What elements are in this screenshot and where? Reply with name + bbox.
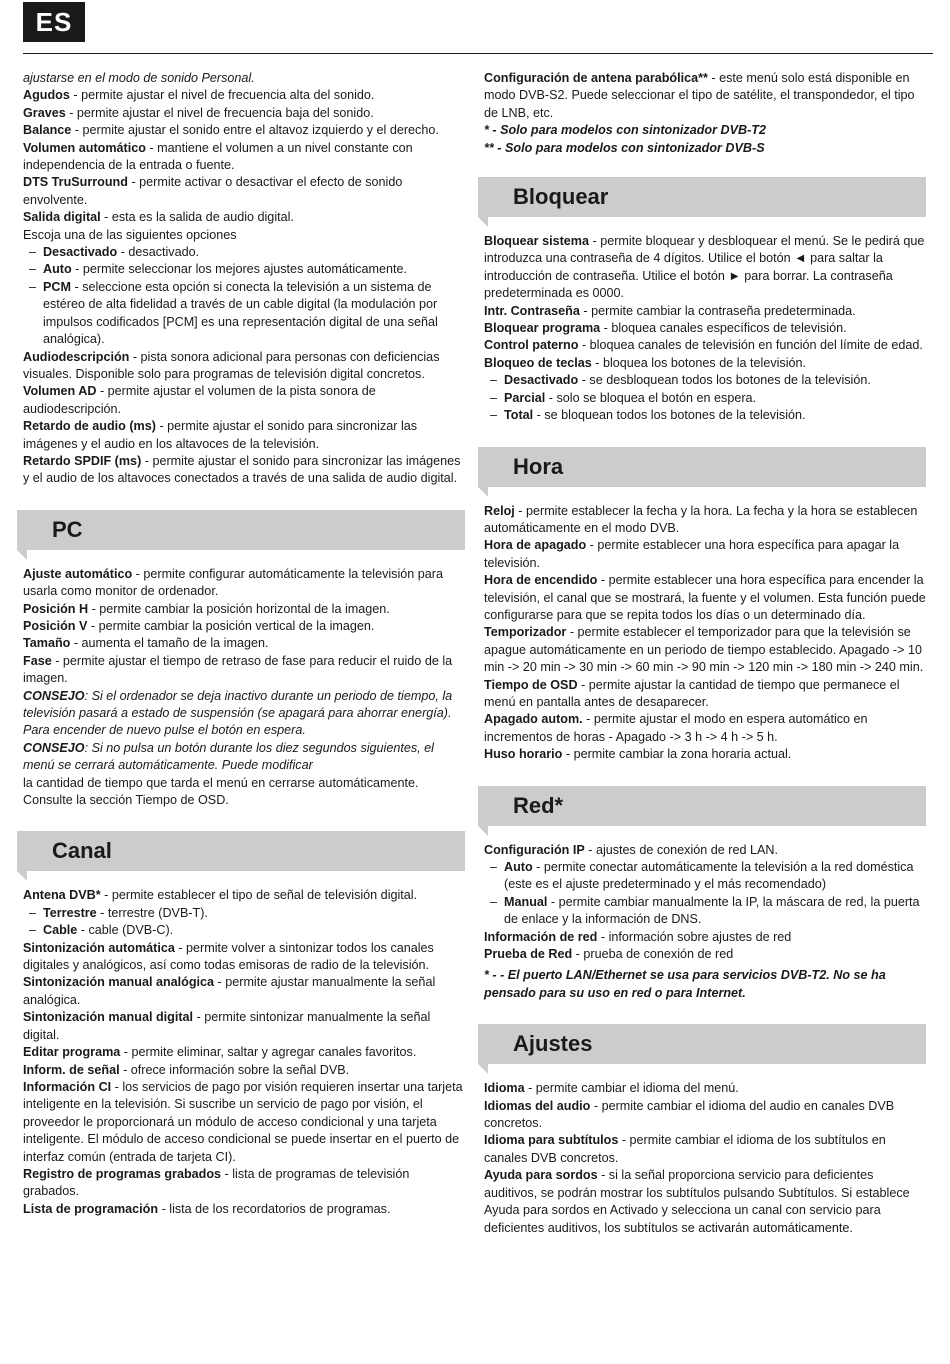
term: Apagado autom. [484, 712, 583, 727]
term: Antena DVB* [23, 888, 101, 903]
section-pc [17, 510, 465, 550]
desc: - permite ajustar el nivel de frecuencia baja del sonido. [65, 105, 374, 120]
desc: - permite cambiar la zona horaria actual. [562, 747, 792, 762]
desc: ajustarse en el modo de sonido Personal. [23, 71, 255, 85]
term: Auto [43, 262, 72, 277]
term: DTS TruSurround [23, 175, 128, 190]
desc: - información sobre ajustes de red [597, 929, 792, 944]
option-item [23, 244, 467, 261]
desc: - permite eliminar, saltar y agregar canales favoritos. [120, 1045, 417, 1060]
term: Volumen automático [23, 140, 146, 155]
term: Hora de encendido [484, 573, 598, 588]
desc: - permite ajustar el tiempo de retraso de fase para reducir el ruido de la imagen. [23, 653, 453, 686]
entry [23, 140, 467, 175]
term: Desactivado [504, 373, 579, 388]
desc: - permite establecer el tipo de señal de televisión digital. [100, 888, 418, 903]
entry [23, 70, 467, 87]
note-text: * - Solo para modelos con sintonizador DVB-T2 [484, 123, 766, 138]
desc: - este menú solo está disponible en modo DVB-S2. Puede seleccionar el tipo de satélite, el transpondedor, el tipo de LNB, etc. [484, 71, 915, 120]
section-title: Red* [513, 792, 564, 818]
tip-text: : Si no pulsa un botón durante los diez segundos siguientes, el menú se cerrará automáticamente. Puede modificar [23, 740, 434, 773]
term: Volumen AD [23, 384, 97, 399]
desc: - permite ajustar manualmente la señal analógica. [23, 975, 436, 1007]
term: Lista de programación [23, 1201, 159, 1216]
entry [23, 1079, 467, 1166]
entry [484, 337, 928, 354]
section-title: PC [52, 516, 83, 542]
term: Reloj [484, 503, 515, 518]
entry [484, 355, 928, 372]
term: Auto [504, 860, 533, 874]
desc: - permite cambiar la posición vertical de la imagen. [87, 618, 375, 633]
net-ip [484, 842, 928, 859]
term: Ayuda para sordos [484, 1168, 598, 1183]
desc: - terrestre (DVB-T). [96, 905, 208, 920]
option-item [484, 390, 928, 407]
option-item [23, 261, 467, 278]
desc: - los servicios de pago por visión requieren insertar una tarjeta inteligente en la televisión. Si suscribe un servicio de pago por visión, el proveedor le proporcionará un módulo de acceso condicional y una tarjeta inteligente. El módulo de acceso condicional se puede insertar en el puerto de interfaz común (entrada de tarjeta CI). [23, 1079, 463, 1164]
desc: - solo se bloquea el botón en espera. [545, 390, 757, 405]
desc: - permite cambiar el idioma del menú. [524, 1081, 739, 1096]
audio-block-2 [23, 349, 467, 488]
desc: - bloquea canales específicos de televisión. [600, 321, 847, 336]
desc: - permite establecer la fecha y la hora. La fecha y la hora se establecen automáticamente en el modo DVB. [484, 503, 918, 535]
desc: - ajustes de conexión de red LAN. [584, 842, 778, 857]
entry [23, 209, 467, 226]
entry [484, 1098, 928, 1133]
entry [484, 320, 928, 337]
desc: - lista de los recordatorios de programas. [158, 1201, 391, 1216]
desc: - permite ajustar el nivel de frecuencia alta del sonido. [69, 88, 375, 103]
satellite-config [484, 70, 928, 122]
desc: - permite ajustar el sonido para sincronizar las imágenes y el audio en los altavoces de la televisión. [23, 419, 418, 451]
entry [23, 105, 467, 122]
desc: - permite ajustar el sonido entre el altavoz izquierdo y el derecho. [71, 123, 439, 138]
entry [484, 746, 928, 763]
entry [484, 1132, 928, 1167]
desc: - permite ajustar el sonido para sincronizar las imágenes y el audio de los altavoces conectados a través de una salida de audio digital. [23, 453, 461, 486]
term: Inform. de señal [23, 1062, 120, 1077]
desc: - aumenta el tamaño de la imagen. [70, 636, 269, 651]
dash-bullet: – [490, 894, 498, 909]
desc: - bloquea los botones de la televisión. [591, 355, 807, 370]
term: Fase [23, 653, 52, 668]
desc: - prueba de conexión de red [572, 947, 734, 962]
entry [23, 1201, 467, 1218]
desc: - permite establecer el temporizador para que la televisión se apague automáticamente en un periodo de tiempo establecido. Apagado -> 10 min -> 20 min -> 30 min -> 60 min -> 90 min -> 120 min -> 180 min -> 240 min. [484, 625, 924, 675]
time-block [484, 503, 928, 764]
term: Posición H [23, 601, 89, 616]
desc: - permite bloquear y desbloquear el menú. Se le pedirá que introduzca una contraseña de 4 dígitos. Utilice el botón ◄ para saltar la introducción de contraseña. Utilice el botón ► para borrar. La contraseña predeterminada es 0000. [484, 234, 925, 301]
entry [484, 711, 928, 746]
term: Agudos [23, 88, 70, 103]
pc-block [23, 566, 467, 688]
tip-2 [23, 740, 467, 775]
dash-bullet: – [29, 262, 37, 277]
entry [484, 503, 928, 538]
option-item [23, 279, 467, 349]
term: Bloqueo de teclas [484, 355, 592, 370]
term: Retardo de audio (ms) [23, 419, 156, 434]
note-dvbt2 [484, 122, 928, 139]
section-bloquear [478, 177, 926, 217]
desc: - desactivado. [117, 245, 200, 260]
desc: - se desbloquean todos los botones de la televisión. [578, 373, 871, 388]
desc: - si la señal proporciona servicio para deficientes auditivos, se podrán mostrar los subtítulos pulsando Subtítulos. Si establece Ayuda para sordos en Activado y selecciona un canal con servicio para deficientes auditivos, los subtítulos se activarán automáticamente. [484, 1168, 910, 1235]
desc: - permite ajustar el volumen de la pista sonora de audiodescripción. [23, 384, 376, 416]
canal-block [23, 940, 467, 1219]
desc: - se bloquean todos los botones de la televisión. [533, 408, 806, 423]
desc: - permite establecer una hora específica para encender la televisión, el canal que se mostrará, la fuente y el volumen. Esta función puede configurarse para que se repita todos los días o un determinado día. [484, 573, 926, 622]
section-title: Bloquear [513, 184, 609, 210]
section-hora [478, 447, 926, 487]
term: Parcial [504, 390, 546, 405]
term: Tamaño [23, 636, 71, 651]
term: Tiempo de OSD [484, 677, 578, 692]
term: Editar programa [23, 1045, 121, 1060]
dash-bullet: – [490, 860, 498, 874]
dash-bullet: – [490, 390, 498, 405]
entry [23, 174, 467, 209]
section-title: Ajustes [513, 1031, 593, 1057]
term: Huso horario [484, 747, 563, 762]
right-column [484, 70, 928, 1237]
entry [484, 303, 928, 320]
section-title: Hora [513, 453, 564, 479]
entry [23, 635, 467, 652]
entry [23, 974, 467, 1009]
term: Audiodescripción [23, 349, 130, 364]
term: Prueba de Red [484, 947, 573, 962]
entry [23, 122, 467, 139]
desc: - permite seleccionar los mejores ajustes automáticamente. [71, 262, 407, 277]
term: Retardo SPDIF (ms) [23, 453, 142, 468]
dash-bullet: – [490, 373, 498, 388]
term: Salida digital [23, 210, 101, 225]
entry [484, 572, 928, 624]
tip-2-rest: la cantidad de tiempo que tarda el menú en cerrarse automáticamente. Consulte la sección Tiempo de OSD. [23, 775, 419, 808]
desc: - permite volver a sintonizar todos los canales digitales y analógicos, así como todas emisoras de radio de la televisión. [23, 940, 434, 973]
term: Posición V [23, 618, 88, 633]
net-options [484, 859, 928, 929]
note-text: ** - Solo para modelos con sintonizador DVB-S [484, 140, 765, 155]
entry [484, 677, 928, 712]
option-item [484, 859, 928, 894]
term: Cable [43, 923, 78, 938]
lock-options [484, 372, 928, 424]
left-column [23, 70, 467, 1218]
entry [23, 383, 467, 418]
term: Información de red [484, 929, 598, 944]
desc: - pista sonora adicional para personas con deficiencias visuales. Disponible solo para programas de televisión digital concretos. [23, 349, 440, 381]
term: Bloquear sistema [484, 234, 589, 249]
desc: - permite conectar automáticamente la televisión a la red doméstica (este es el ajuste predeterminado y el más recomendado) [504, 860, 914, 892]
term: Registro de programas grabados [23, 1166, 222, 1181]
term: Hora de apagado [484, 538, 587, 553]
entry [23, 1062, 467, 1079]
tip-label: CONSEJO [23, 740, 85, 755]
entry [484, 537, 928, 572]
term: Sintonización manual digital [23, 1010, 194, 1025]
term: Idioma para subtítulos [484, 1133, 619, 1148]
desc: - permite ajustar la cantidad de tiempo que permanece el menú en pantalla antes de desaparecer. [484, 677, 900, 709]
desc: - esta es la salida de audio digital. [100, 210, 294, 225]
desc: - permite cambiar la contraseña predeterminada. [579, 303, 856, 318]
term: Idiomas del audio [484, 1098, 591, 1113]
entry [23, 653, 467, 688]
note-dvbs [484, 140, 928, 157]
term: Total [504, 408, 534, 423]
desc: - permite ajustar el modo en espera automático en incrementos de horas - Apagado -> 3 h -> 4 h -> 5 h. [484, 712, 868, 744]
canal-options [23, 905, 467, 940]
entry [484, 233, 928, 303]
term: Manual [504, 894, 548, 909]
entry [23, 227, 467, 244]
term: Graves [23, 105, 66, 120]
term: Control paterno [484, 338, 579, 353]
entry [23, 1166, 467, 1201]
term: Terrestre [43, 905, 97, 920]
term: Balance [23, 123, 72, 138]
section-title: Canal [52, 838, 112, 864]
desc: - cable (DVB-C). [77, 923, 174, 938]
entry [23, 418, 467, 453]
entry [23, 87, 467, 104]
desc: - seleccione esta opción si conecta la televisión a un sistema de estéreo de alta fidelidad a través de un cable digital (la modulación por impulsos codificados [PCM] es una representación digital de una señal analógica). [43, 279, 438, 347]
desc: - permite cambiar manualmente la IP, la máscara de red, la puerta de enlace y la información de DNS. [504, 894, 920, 927]
desc: - permite cambiar el idioma del audio en canales DVB concretos. [484, 1098, 895, 1131]
tip-1 [23, 688, 467, 740]
dash-bullet: – [29, 279, 37, 294]
entry [23, 349, 467, 384]
entry [484, 624, 928, 676]
term: PCM [43, 279, 71, 294]
section-red [478, 786, 926, 826]
option-item [484, 407, 928, 424]
tip-text: : Si el ordenador se deja inactivo durante un periodo de tiempo, la televisión pasará a estado de suspensión (se apagará para ahorrar energía). Para encender de nuevo pulse el botón en espera. [23, 688, 453, 738]
term: Ajuste automático [23, 566, 133, 581]
option-item [23, 905, 467, 922]
entry [484, 1167, 928, 1237]
section-canal [17, 831, 465, 871]
desc: - permite establecer una hora específica para apagar la televisión. [484, 538, 900, 570]
audio-block [23, 70, 467, 244]
option-item [484, 372, 928, 389]
entry [484, 946, 928, 963]
entry [23, 1009, 467, 1044]
entry [484, 1080, 928, 1097]
term: Desactivado [43, 245, 118, 260]
term: Configuración IP [484, 842, 585, 857]
entry [484, 929, 928, 946]
option-item [23, 922, 467, 939]
term: Intr. Contraseña [484, 303, 580, 318]
desc: - bloquea canales de televisión en función del límite de edad. [578, 338, 923, 353]
header-rule [23, 53, 933, 54]
term: Idioma [484, 1081, 525, 1096]
term: Sintonización manual analógica [23, 975, 215, 990]
term: Temporizador [484, 625, 567, 640]
entry [23, 618, 467, 635]
canal-antenna [23, 887, 467, 904]
desc: - permite sintonizar manualmente la señal digital. [23, 1010, 431, 1042]
desc: - lista de programas de televisión grabados. [23, 1166, 410, 1199]
desc: - permite configurar automáticamente la televisión para usarla como monitor de ordenador. [23, 566, 443, 599]
lock-block [484, 233, 928, 372]
tip-label: CONSEJO [23, 688, 85, 703]
desc: - ofrece información sobre la señal DVB. [119, 1062, 350, 1077]
term: Bloquear programa [484, 321, 601, 336]
net-block [484, 929, 928, 964]
language-tag: ES [23, 2, 85, 42]
entry [23, 566, 467, 601]
desc: - mantiene el volumen a un nivel constante con independencia de la entrada o fuente. [23, 140, 413, 173]
dash-bullet: – [29, 905, 37, 920]
audio-options [23, 244, 467, 348]
desc: Escoja una de las siguientes opciones [23, 227, 237, 242]
option-item [484, 894, 928, 929]
term: Sintonización automática [23, 940, 175, 955]
entry [23, 940, 467, 975]
entry [23, 601, 467, 618]
term: Configuración de antena parabólica** [484, 71, 708, 85]
settings-block [484, 1080, 928, 1237]
entry [23, 453, 467, 488]
dash-bullet: – [29, 245, 37, 260]
net-note [484, 967, 928, 1002]
dash-bullet: – [490, 408, 498, 423]
desc: - permite activar o desactivar el efecto de sonido envolvente. [23, 175, 403, 207]
entry [23, 1044, 467, 1061]
desc: - permite cambiar la posición horizontal de la imagen. [88, 601, 390, 616]
dash-bullet: – [29, 923, 37, 938]
note-text: * - - El puerto LAN/Ethernet se usa para servicios DVB-T2. No se ha pensado para su uso en red o para Internet. [484, 968, 886, 1000]
section-ajustes [478, 1024, 926, 1064]
desc: - permite cambiar el idioma de los subtítulos en canales DVB concretos. [484, 1133, 886, 1165]
term: Información CI [23, 1079, 112, 1094]
